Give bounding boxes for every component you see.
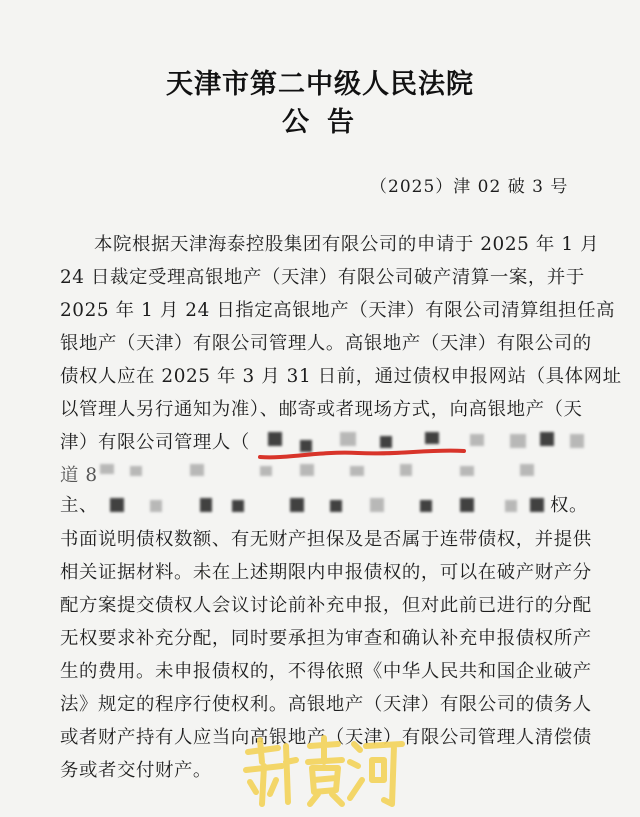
body-line-17: 务或者交付财产。 <box>60 760 212 781</box>
xinhuanghe-watermark-logo <box>238 732 408 810</box>
body-line-16: 或者财产持有人应当向高银地产（天津）有限公司管理人清偿债 <box>60 727 592 748</box>
body-line-15: 法》规定的程序行使权利。高银地产（天津）有限公司的债务人 <box>60 694 592 715</box>
body-line-14: 生的费用。未申报债权的，不得依照《中华人民共和国企业破产 <box>60 661 592 682</box>
case-number: （2025）津 02 破 3 号 <box>370 177 569 197</box>
body-line-10: 书面说明债权数额、有无财产担保及是否属于连带债权，并提供 <box>60 529 592 550</box>
body-line-5: 债权人应在 2025 年 3 月 31 日前，通过债权申报网站（具体网址 <box>60 366 622 387</box>
body-line-9-tail: 权。 <box>550 495 588 516</box>
body-line-6: 以管理人另行通知为准）、邮寄或者现场方式，向高银地产（天 <box>60 399 583 420</box>
body-line-9: 主、 <box>60 495 98 516</box>
body-line-4: 银地产（天津）有限公司管理人。高银地产（天津）有限公司的 <box>60 333 592 354</box>
body-line-3: 2025 年 1 月 24 日指定高银地产（天津）有限公司清算组担任高 <box>60 300 616 321</box>
court-name: 天津市第二中级人民法院 <box>166 69 474 100</box>
body-line-7: 津）有限公司管理人（ <box>60 432 250 453</box>
body-line-1: 本院根据天津海泰控股集团有限公司的申请于 2025 年 1 月 <box>94 234 600 255</box>
body-line-13: 无权要求补充分配，同时要承担为审查和确认补充申报债权所产 <box>60 628 592 649</box>
red-strike-line <box>258 445 468 463</box>
body-line-12: 配方案提交债权人会议讨论前补充申报，但对此前已进行的分配 <box>60 595 592 616</box>
body-line-11: 相关证据材料。未在上述期限内申报债权的，可以在破产财产分 <box>60 562 592 583</box>
body-line-2: 24 日裁定受理高银地产（天津）有限公司破产清算一案，并于 <box>60 267 585 288</box>
body-line-8: 道 8 <box>60 465 98 486</box>
notice-title: 公告 <box>282 107 372 138</box>
